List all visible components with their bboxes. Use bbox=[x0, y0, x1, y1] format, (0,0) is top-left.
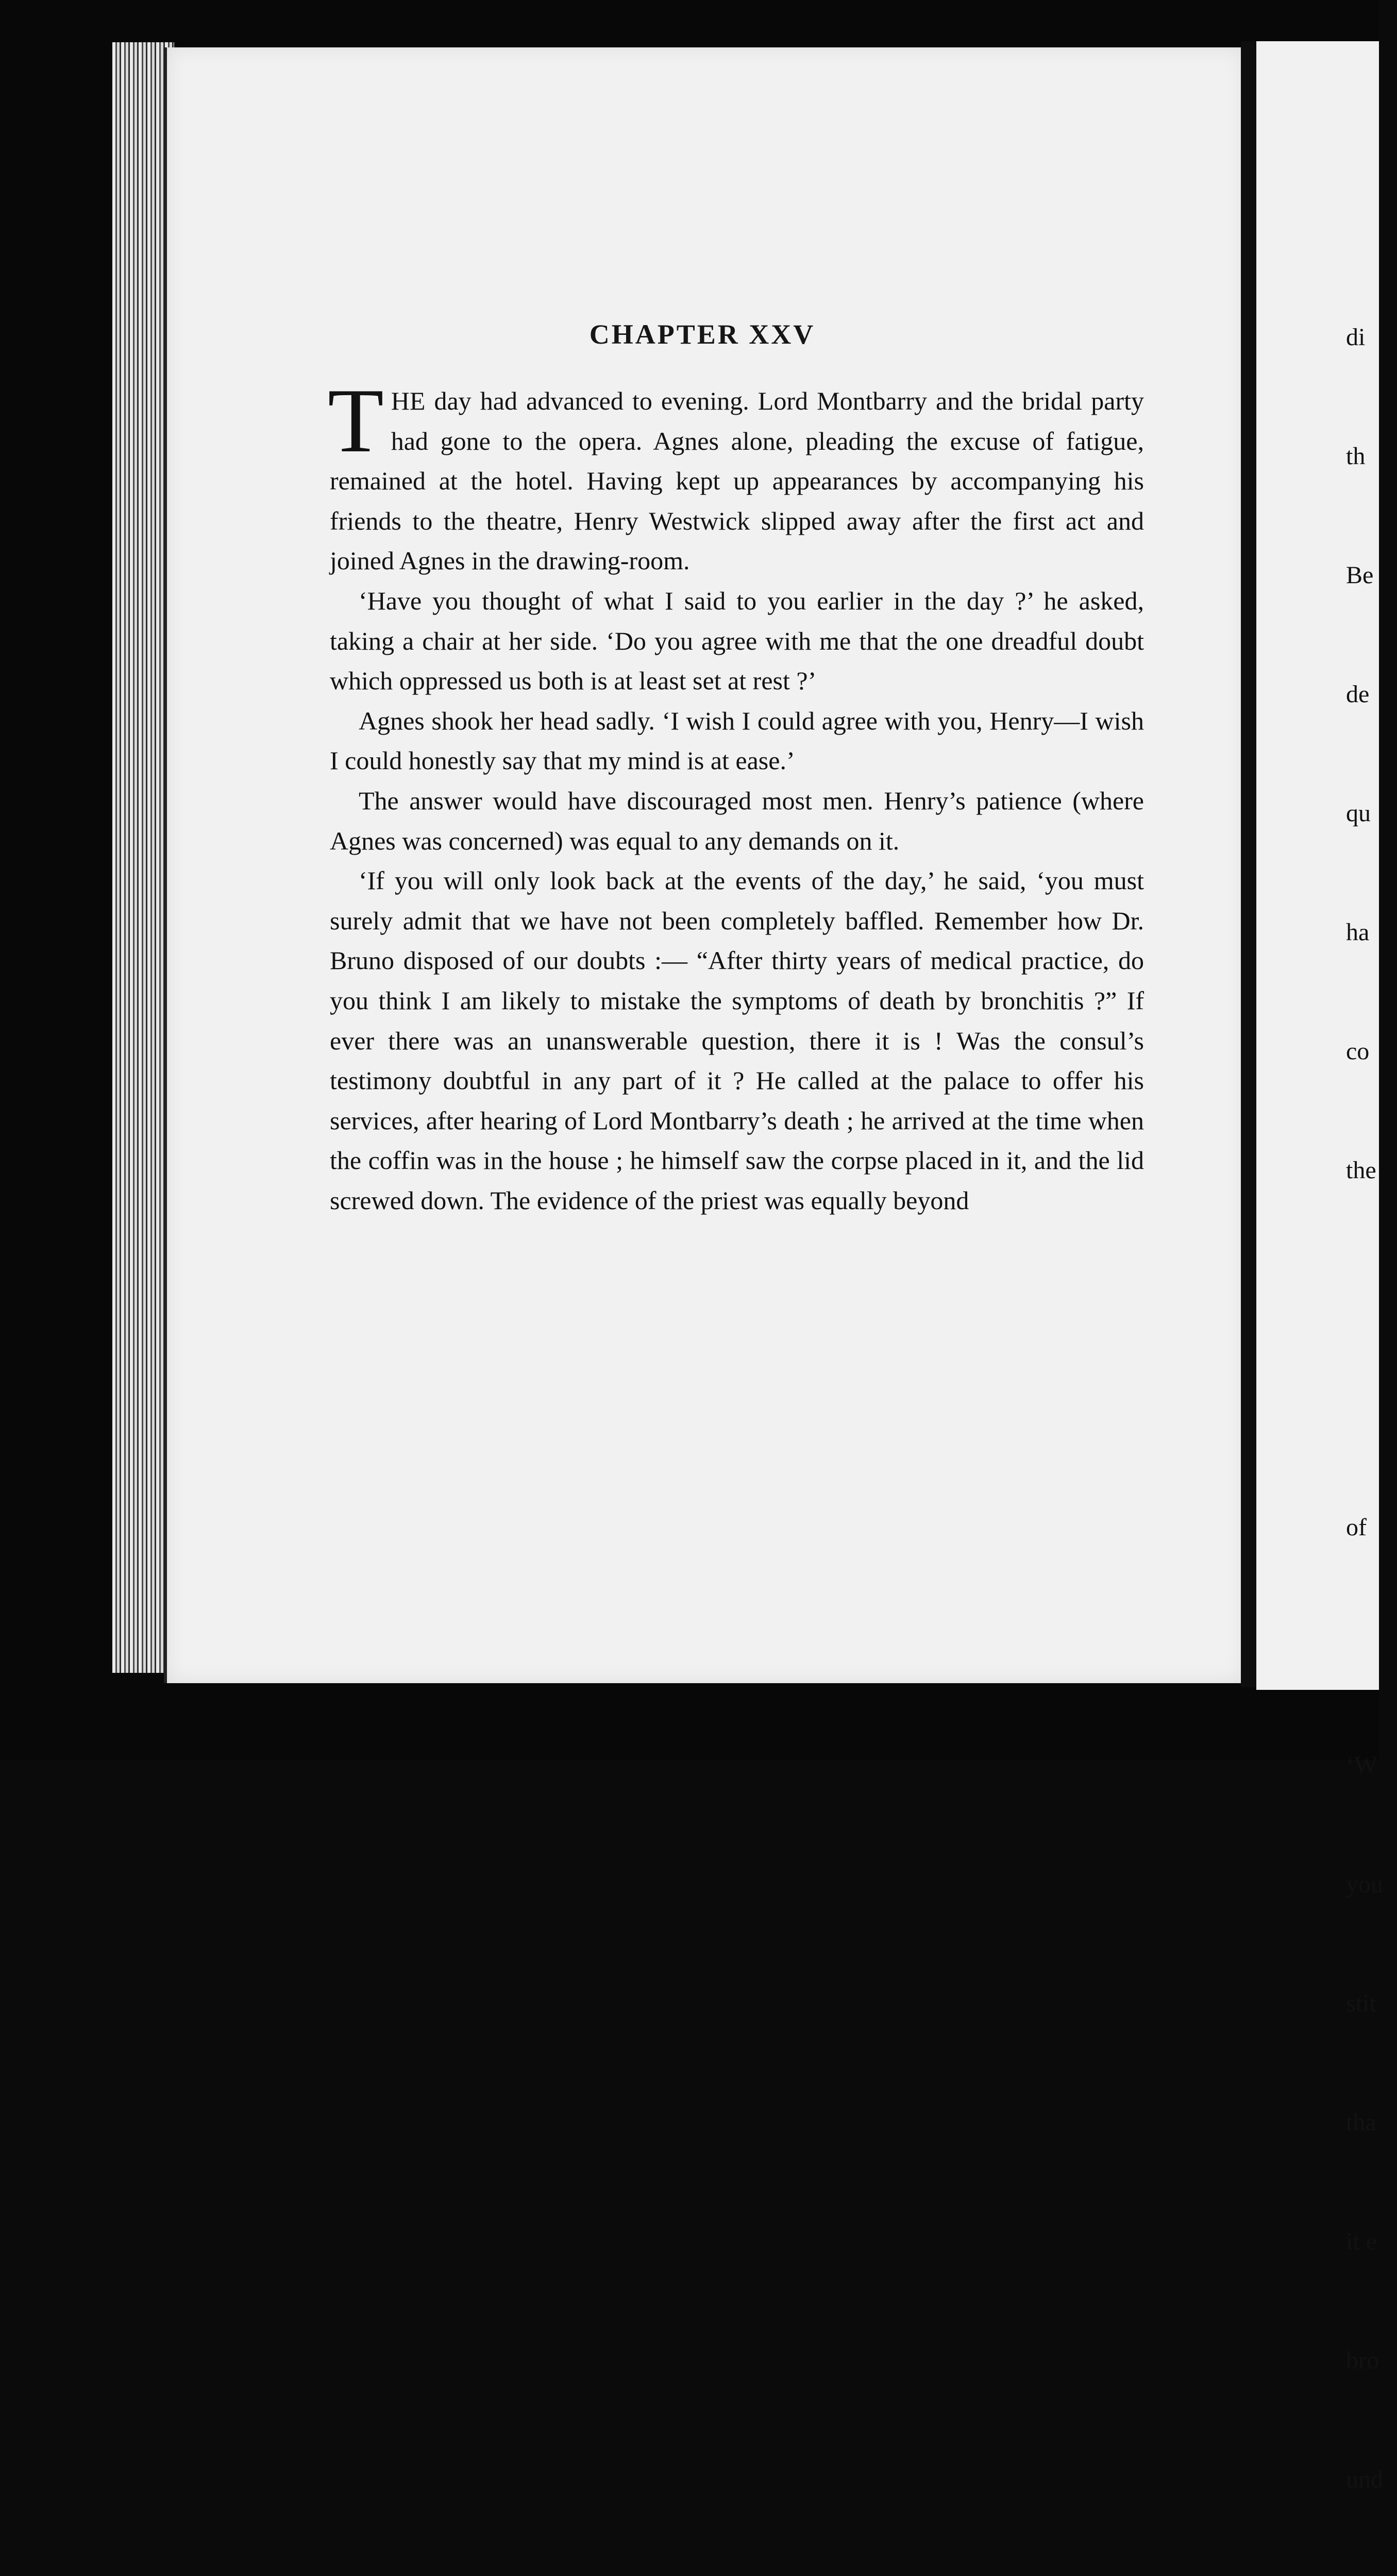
opening-paragraph bbox=[328, 369, 1144, 581]
chapter-title: CHAPTER XXV bbox=[589, 319, 816, 350]
right-fragment: qu bbox=[1346, 800, 1371, 827]
book-gutter bbox=[1241, 41, 1256, 1687]
right-fragment: Be bbox=[1346, 562, 1374, 589]
right-fragment bbox=[1346, 1626, 1397, 1666]
right-page-text-fragments bbox=[1346, 238, 1397, 2576]
right-fragment: de bbox=[1346, 681, 1370, 708]
paragraph-agnes-reply: Agnes shook her head sadly. ‘I wish I could agree with you, Henry—I wish I could honestly say that my mind is at ease.’ bbox=[330, 706, 1144, 775]
right-fragment: bro bbox=[1346, 2347, 1379, 2374]
right-fragment: und bbox=[1346, 2466, 1383, 2493]
right-fragment: ‘W bbox=[1346, 1752, 1378, 1779]
right-fragment: di bbox=[1346, 324, 1366, 351]
opening-paragraph-text: HE day had advanced to evening. Lord Montbarry and the bridal party had gone to the opera. Agnes alone, pleading the excuse of fatigue, remained at the hotel. Having kept up appearances by accompanying his friends to the theatre, Henry Westwick slipped away after the first act and joined Agnes in the drawing-room. bbox=[330, 386, 1144, 575]
right-fragment: it e bbox=[1346, 2228, 1377, 2255]
right-fragment: you bbox=[1346, 1871, 1383, 1898]
right-fragment: tha bbox=[1346, 2109, 1376, 2136]
right-fragment: of bbox=[1346, 1514, 1367, 1541]
right-fragment: stit bbox=[1346, 1990, 1376, 2017]
right-fragment: th bbox=[1346, 443, 1366, 470]
paragraph-henry-argument: ‘If you will only look back at the events of the day,’ he said, ‘you must surely admit that we have not been completely baffled. Remember how Dr. Bruno disposed of our doubts :— “After thirty years of medical practice, do you think I am likely to mistake the symptoms of death by bronchitis ?” If ever there was an unanswerable question, there it is ! Was the consul’s testimony doubtful in any part of it ? He called at the palace to offer his services, after hearing of Lord Montbarry’s death ; he arrived at the time when the coffin was in the house ; he himself saw the corpse placed in it, and the lid screwed down. The evidence of the priest was equally beyond bbox=[330, 866, 1144, 1215]
paragraph-narration: The answer would have discouraged most men. Henry’s patience (where Agnes was concerned) was equal to any demands on it. bbox=[330, 786, 1144, 855]
right-fragment bbox=[1346, 1388, 1397, 1428]
right-fragment: ha bbox=[1346, 919, 1370, 946]
paragraph-henry-question: ‘Have you thought of what I said to you earlier in the day ?’ he asked, taking a chair at her side. ‘Do you agree with me that the one dreadful doubt which oppressed us both is at least set at rest ?’ bbox=[330, 586, 1144, 696]
right-fragment: co bbox=[1346, 1038, 1370, 1065]
chapter-body bbox=[328, 369, 1144, 1221]
right-fragment bbox=[1346, 1269, 1397, 1309]
right-fragment: the bbox=[1346, 1157, 1376, 1184]
drop-cap: T bbox=[328, 369, 384, 471]
